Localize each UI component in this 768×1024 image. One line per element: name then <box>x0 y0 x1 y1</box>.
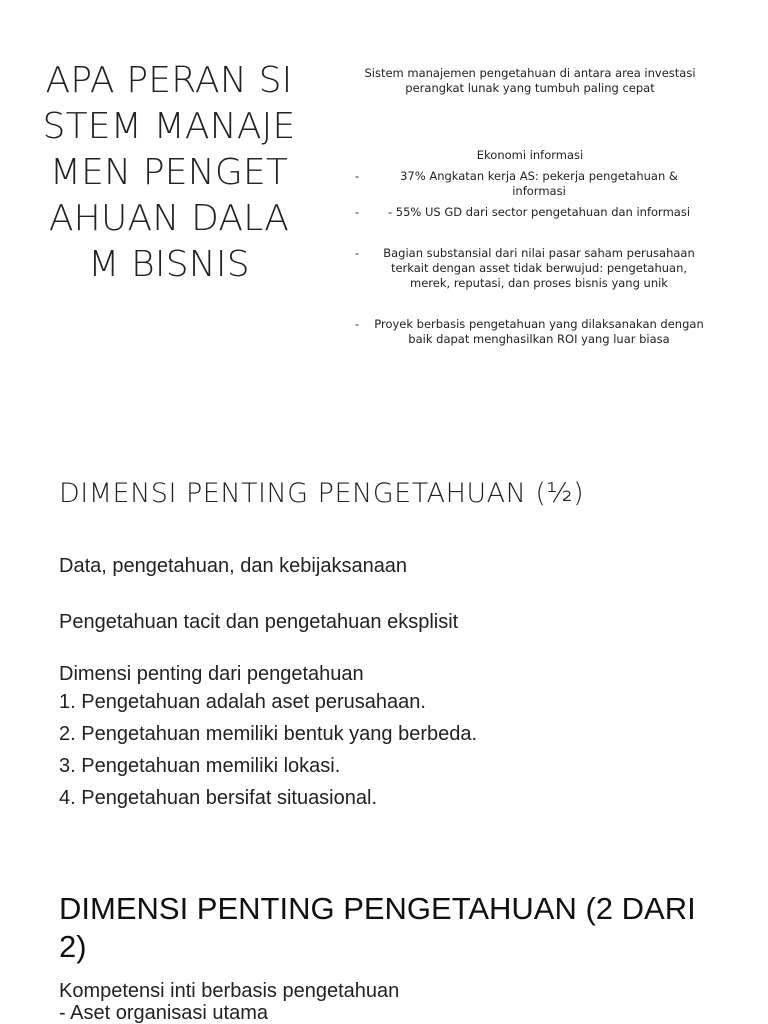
bullet-item <box>355 169 705 199</box>
slide-1-intro: Sistem manajemen pengetahuan di antara area investasi perangkat lunak yang tumbuh paling cepat <box>364 66 696 95</box>
slide-3-line: - Aset organisasi utama <box>59 1002 268 1024</box>
bullet-dash: - <box>355 246 360 260</box>
slide-2-paragraph: Pengetahuan tacit dan pengetahuan eksplisit <box>59 611 459 633</box>
slide-1-subheading: Ekonomi informasi <box>476 148 584 162</box>
bullet-item <box>355 317 705 347</box>
bullet-item <box>355 246 705 291</box>
slide-2-heading: DIMENSI PENTING PENGETAHUAN (½) <box>59 478 585 509</box>
bullet-text: Proyek berbasis pengetahuan yang dilaksanakan dengan baik dapat menghasilkan ROI yang luar biasa <box>374 317 704 346</box>
bullet-dash: - <box>355 205 360 219</box>
bullet-text: - 55% US GD dari sector pengetahuan dan informasi <box>387 205 691 219</box>
list-title: Dimensi penting dari pengetahuan <box>59 663 364 685</box>
slide-1-title: APA PERAN SISTEM MANAJEMEN PENGETAHUAN DALAM BISNIS <box>42 60 296 285</box>
slide-1-content <box>355 66 705 353</box>
bullet-item <box>355 205 705 220</box>
bullet-text: 37% Angkatan kerja AS: pekerja pengetahuan & informasi <box>400 169 678 198</box>
slide-2-body <box>59 550 739 814</box>
list-item: 3. Pengetahuan memiliki lokasi. <box>59 755 341 777</box>
slide-2-paragraph: Data, pengetahuan, dan kebijaksanaan <box>59 555 408 577</box>
slide-3-line: Kompetensi inti berbasis pengetahuan <box>59 980 400 1002</box>
slide-3-body <box>59 980 739 1024</box>
bullet-dash: - <box>355 317 360 331</box>
slide-3-heading: DIMENSI PENTING PENGETAHUAN (2 DARI 2) <box>59 891 696 964</box>
list-item: 4. Pengetahuan bersifat situasional. <box>59 787 377 809</box>
slide-2-list <box>59 662 739 814</box>
bullet-text: Bagian substansial dari nilai pasar saham perusahaan terkait dengan asset tidak berwujud: pengetahuan, merek, reputasi, dan proses bisnis yang unik <box>383 246 695 290</box>
bullet-dash: - <box>355 169 360 183</box>
slide-1 <box>0 0 768 440</box>
list-item: 1. Pengetahuan adalah aset perusahaan. <box>59 691 426 713</box>
list-item: 2. Pengetahuan memiliki bentuk yang berbeda. <box>59 723 478 745</box>
